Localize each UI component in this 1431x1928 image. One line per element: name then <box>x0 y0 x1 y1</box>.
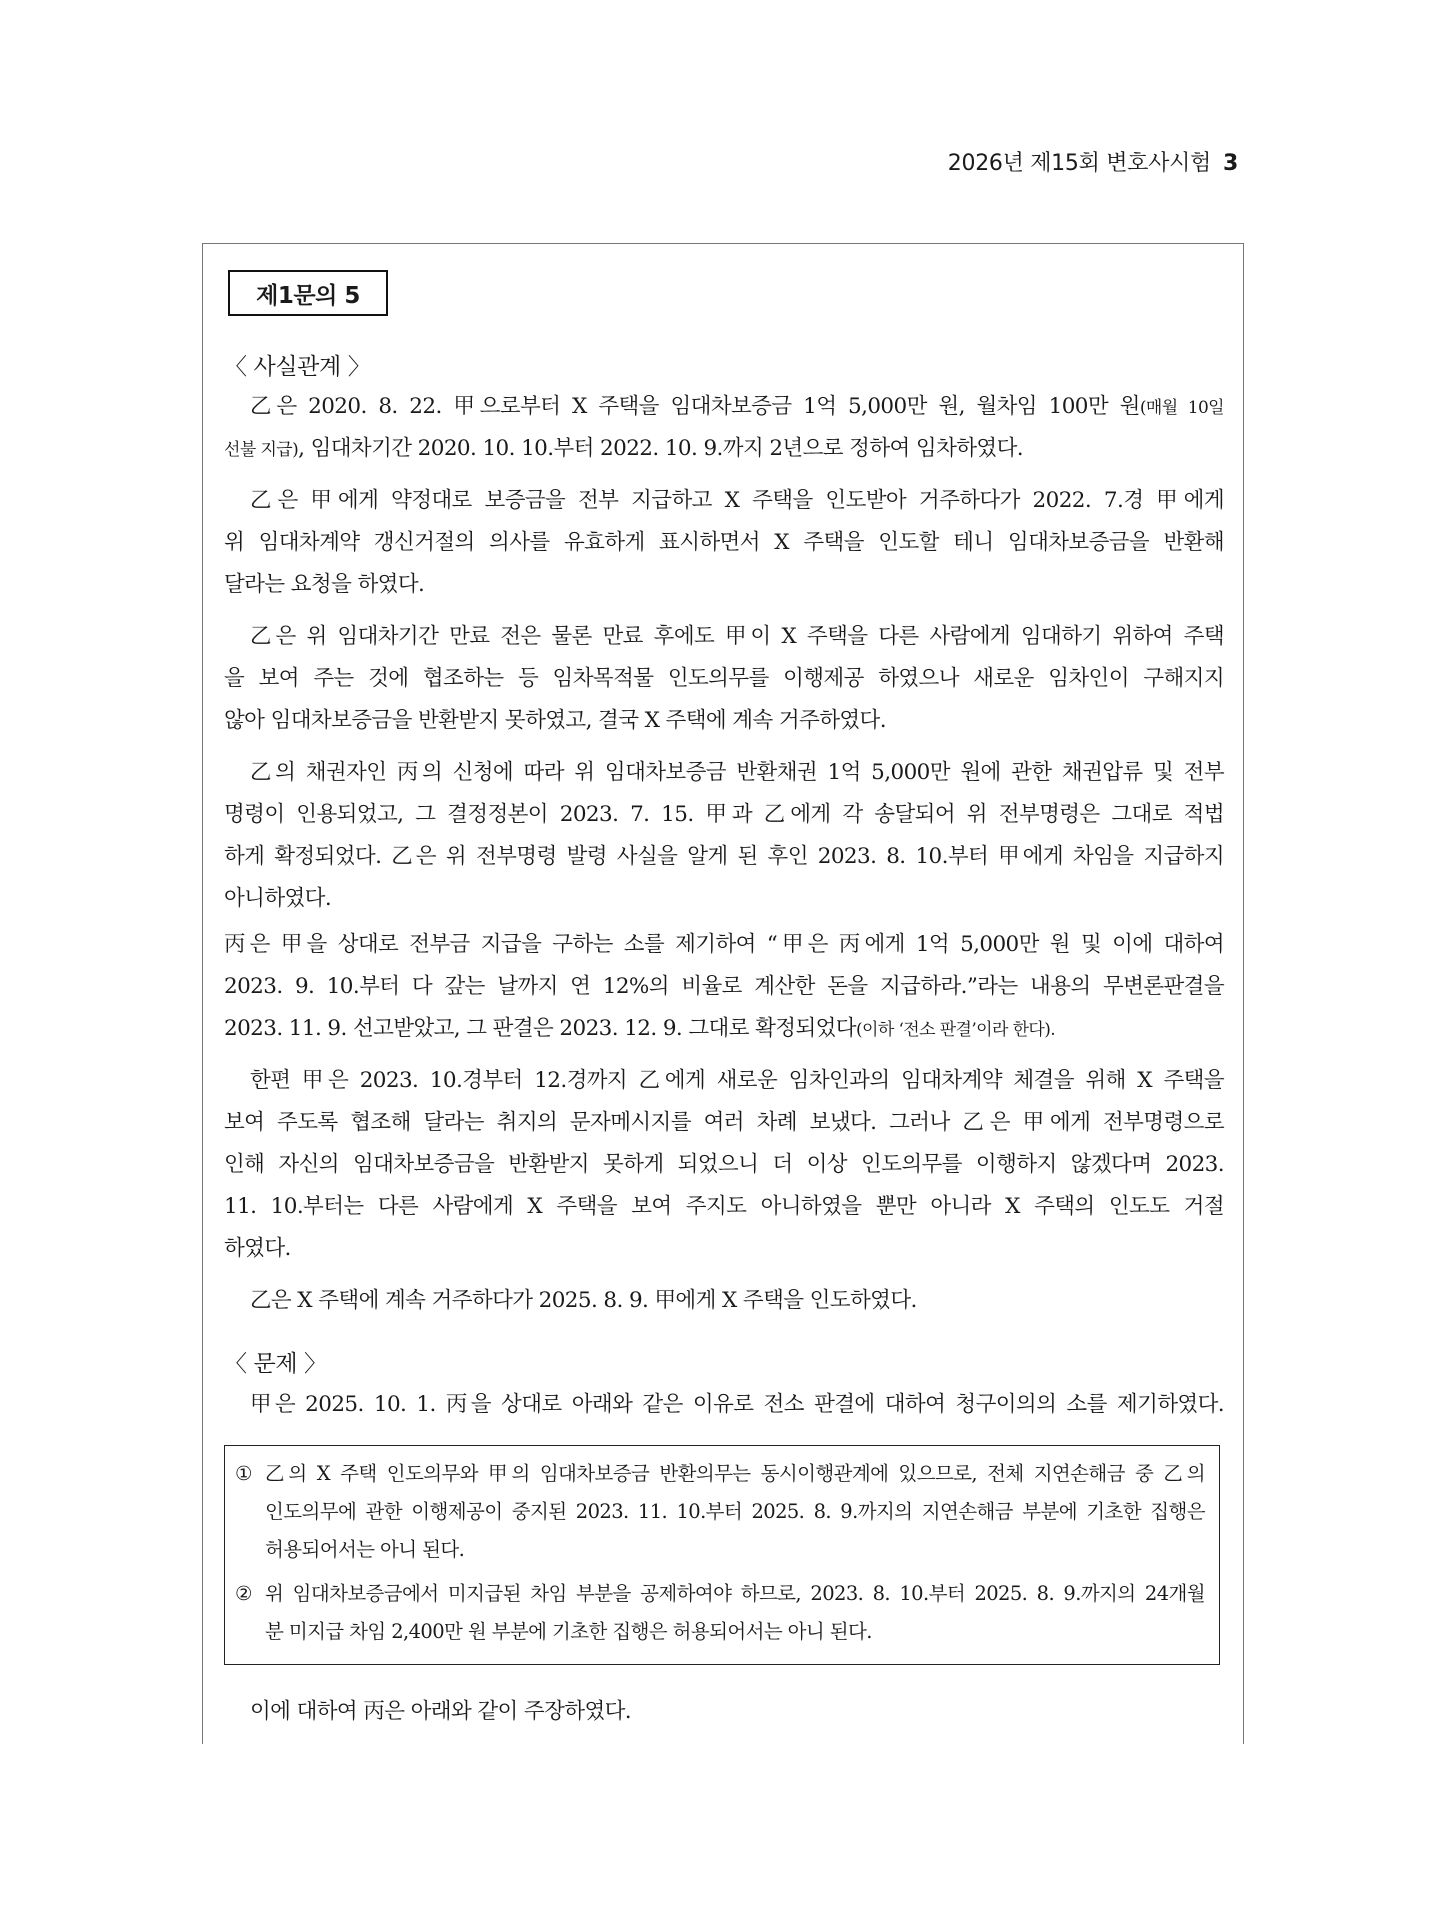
facts-p3-line1: 乙은 위 임대차기간 만료 전은 물론 만료 후에도 甲이 X 주택을 다른 사람에게 임대하기 위하여 주택 <box>250 624 1224 649</box>
facts-title: 〈 사실관계 〉 <box>224 354 371 380</box>
facts-p2-line1: 乙은 甲에게 약정대로 보증금을 전부 지급하고 X 주택을 인도받아 거주하다가 2022. 7.경 甲에게 <box>250 488 1224 513</box>
facts-note: 선불 지급) <box>224 440 299 460</box>
facts-p6-line2: 보여 주도록 협조해 달라는 취지의 문자메시지를 여러 차례 보냈다. 그러나 乙은 甲에게 전부명령으로 <box>224 1110 1224 1135</box>
claim1-line1: 乙의 X 주택 인도의무와 甲의 임대차보증금 반환의무는 동시이행관계에 있으므로, 전체 지연손해금 중 乙의 <box>265 1462 1205 1485</box>
claim1-line3: 허용되어서는 아니 된다. <box>265 1538 465 1561</box>
claim1-line2: 인도의무에 관한 이행제공이 중지된 2023. 11. 10.부터 2025. 8. 9.까지의 지연손해금 부분에 기초한 집행은 <box>265 1500 1205 1523</box>
facts-p6-line3: 인해 자신의 임대차보증금을 반환받지 못하게 되었으니 더 이상 인도의무를 이행하지 않겠다며 2023. <box>224 1152 1224 1177</box>
exam-title: 2026년 제15회 변호사시험 <box>947 151 1211 176</box>
facts-p6-line1: 한편 甲은 2023. 10.경부터 12.경까지 乙에게 새로운 임차인과의 임대차계약 체결을 위해 X 주택을 <box>250 1068 1224 1093</box>
facts-p2-line3: 달라는 요청을 하였다. <box>224 572 425 597</box>
facts-text: 2023. 11. 9. 선고받았고, 그 판결은 2023. 12. 9. 그대로 확정되었다 <box>224 1016 856 1041</box>
facts-p5-line3 <box>224 1014 1224 1045</box>
facts-p4-line4: 아니하였다. <box>224 886 332 911</box>
claim2-line1: 위 임대차보증금에서 미지급된 차임 부분을 공제하여야 하므로, 2023. 8. 10.부터 2025. 8. 9.까지의 24개월 <box>265 1582 1205 1605</box>
facts-p4-line2: 명령이 인용되었고, 그 결정정본이 2023. 7. 15. 甲과 乙에게 각 송달되어 위 전부명령은 그대로 적법 <box>224 802 1224 827</box>
facts-text: , 임대차기간 2020. 10. 10.부터 2022. 10. 9.까지 2년으로 정하여 임차하였다. <box>298 436 1023 461</box>
page-header <box>948 146 1238 177</box>
question-label: 제1문의 5 <box>228 270 388 316</box>
claim2-line2: 분 미지급 차임 2,400만 원 부분에 기초한 집행은 허용되어서는 아니 된다. <box>265 1620 872 1643</box>
problem-intro: 甲은 2025. 10. 1. 丙을 상대로 아래와 같은 이유로 전소 판결에 대하여 청구이의의 소를 제기하였다. <box>250 1392 1224 1417</box>
facts-p4-line3: 하게 확정되었다. 乙은 위 전부명령 발령 사실을 알게 된 후인 2023. 8. 10.부터 甲에게 차임을 지급하지 <box>224 844 1224 869</box>
facts-p6-line5: 하였다. <box>224 1236 291 1261</box>
facts-p5-line1: 丙은 甲을 상대로 전부금 지급을 구하는 소를 제기하여 “甲은 丙에게 1억 5,000만 원 및 이에 대하여 <box>224 932 1224 957</box>
facts-p1-line1 <box>250 392 1224 423</box>
facts-p3-line3: 않아 임대차보증금을 반환받지 못하였고, 결국 X 주택에 계속 거주하였다. <box>224 708 886 733</box>
page-number: 3 <box>1222 151 1238 176</box>
claim1-number: ① <box>235 1462 252 1485</box>
problem-title: 〈 문제 〉 <box>224 1351 327 1377</box>
claim2-number: ② <box>235 1582 252 1605</box>
claims-box <box>224 1445 1220 1665</box>
facts-p2-line2: 위 임대차계약 갱신거절의 의사를 유효하게 표시하면서 X 주택을 인도할 테니 임대차보증금을 반환해 <box>224 530 1224 555</box>
facts-p3-line2: 을 보여 주는 것에 협조하는 등 임차목적물 인도의무를 이행제공 하였으나 새로운 임차인이 구해지지 <box>224 666 1224 691</box>
facts-text: 乙은 2020. 8. 22. 甲으로부터 X 주택을 임대차보증금 1억 5,000만 원, 월차임 100만 원 <box>250 394 1140 419</box>
problem-response: 이에 대하여 丙은 아래와 같이 주장하였다. <box>250 1699 632 1724</box>
facts-p1-line2 <box>224 434 1224 465</box>
facts-p4-line1: 乙의 채권자인 丙의 신청에 따라 위 임대차보증금 반환채권 1억 5,000만 원에 관한 채권압류 및 전부 <box>250 760 1224 785</box>
facts-note: (매월 10일 <box>1139 398 1224 418</box>
facts-note: (이하 ‘전소 판결’이라 한다). <box>855 1020 1056 1040</box>
facts-p7-line1: 乙은 X 주택에 계속 거주하다가 2025. 8. 9. 甲에게 X 주택을 인도하였다. <box>250 1288 917 1313</box>
facts-p5-line2: 2023. 9. 10.부터 다 갚는 날까지 연 12%의 비율로 계산한 돈을 지급하라.”라는 내용의 무변론판결을 <box>224 974 1224 999</box>
facts-p6-line4: 11. 10.부터는 다른 사람에게 X 주택을 보여 주지도 아니하였을 뿐만 아니라 X 주택의 인도도 거절 <box>224 1194 1224 1219</box>
